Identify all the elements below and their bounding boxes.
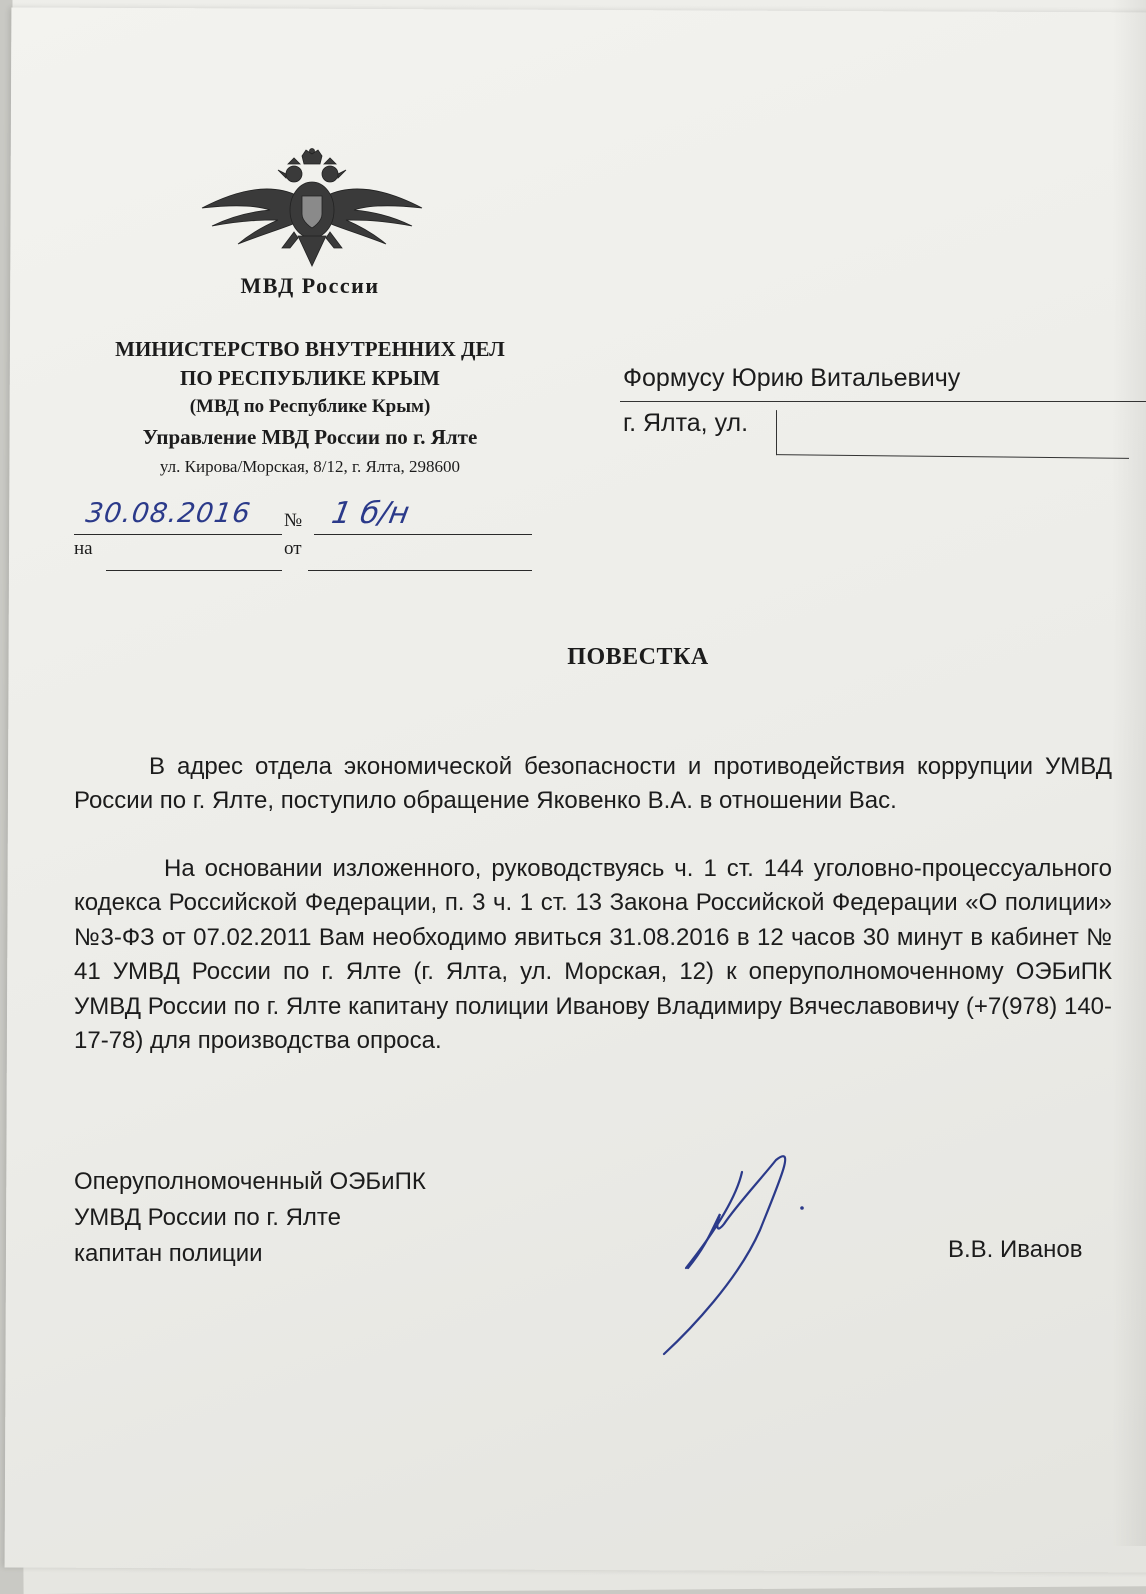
signatory-position	[74, 1164, 426, 1272]
mvd-emblem-icon	[198, 148, 426, 272]
na-label: на	[74, 538, 93, 559]
letterhead-line-abbrev: (МВД по Республике Крым)	[189, 396, 431, 417]
document-title: ПОВЕСТКА	[567, 644, 709, 670]
letterhead-line-region: ПО РЕСПУБЛИКЕ КРЫМ	[180, 366, 440, 390]
na-line	[106, 536, 282, 571]
ot-label: от	[284, 538, 302, 559]
redacted-address-box	[776, 410, 1129, 459]
handwritten-date: 30.08.2016	[83, 498, 253, 529]
addressee-underline	[620, 401, 1146, 402]
signatory-position-line3: капитан полиции	[74, 1240, 263, 1267]
letterhead-line-department: Управление МВД России по г. Ялте	[142, 425, 478, 449]
signatory-position-line2: УМВД России по г. Ялте	[74, 1204, 341, 1231]
number-label: №	[284, 510, 303, 531]
body-paragraph-1: В адрес отдела экономической безопасности и противодействия коррупции УМВД России по г. Ялте, поступило обращение Яковенко В.А. в отношении Вас.	[74, 753, 1112, 815]
signatory-name: В.В. Иванов	[948, 1236, 1083, 1263]
registration-block	[74, 496, 544, 559]
letterhead-address: ул. Кирова/Морская, 8/12, г. Ялта, 298600	[159, 457, 461, 476]
ot-line	[308, 536, 532, 571]
signatory-position-line1: Оперуполномоченный ОЭБиПК	[74, 1168, 426, 1195]
addressee-name: Формусу Юрию Витальевичу	[623, 364, 961, 392]
handwritten-signature	[650, 1150, 830, 1360]
page-edge-shadow	[1112, 0, 1146, 1546]
letterhead-line-ministry: МИНИСТЕРСТВО ВНУТРЕННИХ ДЕЛ	[115, 337, 505, 361]
handwritten-number: 1 б/н	[328, 496, 412, 531]
body-paragraph-2: На основании изложенного, руководствуясь ч. 1 ст. 144 уголовно-процессуального кодекса Российской Федерации, п. 3 ч. 1 ст. 13 Закона Российской Федерации «О полиции» №3-ФЗ от 07.02.2011 Вам необходимо явиться 31.08.2016 в 12 часов 30 минут в кабинет № 41 УМВД России по г. Ялте (г. Ялта, ул. Морская, 12) к оперуполномоченному ОЭБиПК УМВД России по г. Ялте капитану полиции Иванову Владимиру Вячеславовичу (+7(978) 140-17-78) для производства опроса.	[74, 855, 1112, 1055]
letterhead-short-name: МВД России	[240, 273, 380, 298]
addressee-city: г. Ялта, ул.	[623, 409, 749, 437]
